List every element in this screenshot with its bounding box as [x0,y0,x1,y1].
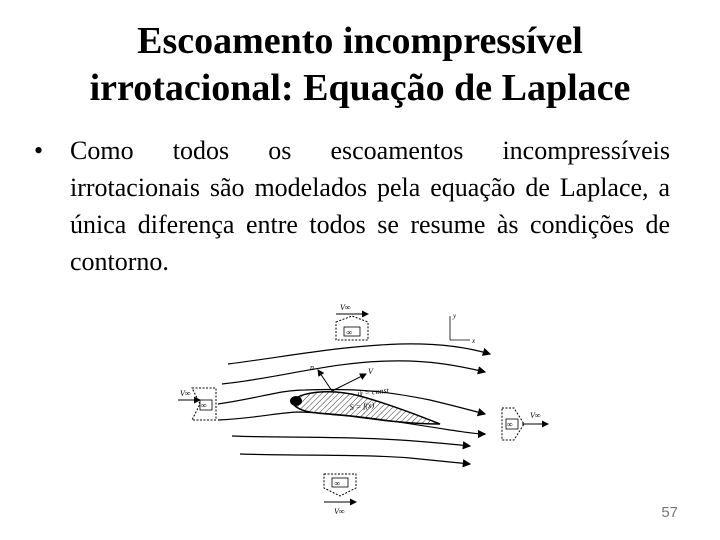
right-freestream-box [502,408,548,440]
psi-const-label: ψ = const [357,385,390,398]
left-freestream-label: V∞ [180,389,191,398]
bullet-dot: • [34,136,44,165]
left-infinity-symbol: ∞ [201,401,207,410]
top-freestream-box [336,303,368,340]
surface-function-label: S = f(x) [349,400,375,412]
title-line-2: irrotacional: Equação de Laplace [89,67,631,109]
axis-y-label: y [453,312,457,320]
bottom-freestream-label: V∞ [334,507,345,516]
coordinate-axes [450,312,476,345]
page-number: 57 [661,504,678,521]
airfoil-flow-diagram [170,296,570,522]
top-infinity-symbol: ∞ [346,328,353,337]
bullet-text: Como todos os escoamentos incompressíveis irrotacionais são modelados pela equação de Laplace, a única diferença entre todos se resume às condições de contorno. [70,136,670,276]
title-line-1: Escoamento incompressível [137,20,583,62]
normal-vector-label: n [310,363,314,372]
left-freestream-box [178,388,216,420]
right-infinity-symbol: ∞ [507,420,513,429]
velocity-vector-label: V [368,367,373,376]
slide-title [0,18,720,112]
axis-x-label: x [472,337,476,345]
bullet-item [34,132,670,280]
bottom-infinity-symbol: ∞ [334,479,341,488]
bottom-freestream-box [324,474,356,516]
top-freestream-label: V∞ [340,303,351,312]
right-freestream-label: V∞ [530,411,541,420]
